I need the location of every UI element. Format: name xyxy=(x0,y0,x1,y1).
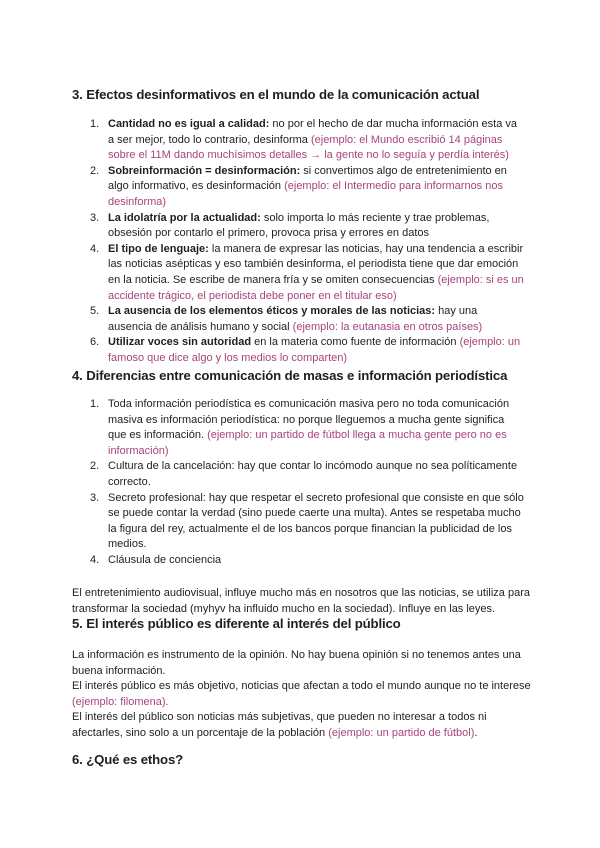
paragraph-line xyxy=(72,710,534,741)
item-example: (ejemplo: si es un accidente trágico, el periodista debe poner en el titular eso) xyxy=(108,273,524,302)
section-4-list xyxy=(90,397,524,569)
section-6-heading: 6. ¿Qué es ethos? xyxy=(72,752,184,767)
item-example: (ejemplo: un famoso que dice algo y los medios lo comparten) xyxy=(108,336,521,364)
list-item xyxy=(90,553,524,569)
item-term: El tipo de lenguaje: xyxy=(108,242,209,255)
item-example: (ejemplo: el Intermedio para informarnos nos desinforma) xyxy=(108,180,503,208)
list-item xyxy=(90,242,524,304)
section-5-body xyxy=(72,648,534,742)
line-end: . xyxy=(474,726,478,739)
item-text: no por el hecho de dar mucha información esta va a ser mejor, todo lo contrario, desinforma xyxy=(108,118,518,146)
line-example: (ejemplo: filomena). xyxy=(72,695,169,708)
item-example: (ejemplo: un partido de fútbol llega a mucha gente pero no es información) xyxy=(108,429,507,457)
list-item xyxy=(90,211,524,242)
line-text: El interés del público son noticias más subjetivas, que pueden no interesar a todos ni afectarles, sino solo a un porcentaje de la población xyxy=(72,711,487,739)
line-text: El interés público es más objetivo, noticias que afectan a todo el mundo aunque no te interese xyxy=(72,680,531,693)
list-number: 5. xyxy=(90,305,100,318)
item-term: La idolatría por la actualidad: xyxy=(108,211,261,224)
list-number: 3. xyxy=(90,491,100,504)
list-number: 3. xyxy=(90,211,100,224)
item-text: solo importa lo más reciente y trae problemas, obsesión por contarlo el primero, provoca prisa y errores en datos xyxy=(108,211,490,240)
item-term: Sobreinformación = desinformación: xyxy=(108,164,301,177)
item-text: si convertimos algo de entretenimiento en algo informativo, es desinformación xyxy=(108,164,507,193)
list-number: 1. xyxy=(90,118,100,130)
item-text: Toda información periodística es comunicación masiva pero no toda comunicación masiva es información periodística: no porque lleguemos a mucha gente significa que es información. xyxy=(108,398,510,442)
section-3-list xyxy=(90,117,524,367)
list-number: 4. xyxy=(90,242,100,255)
item-text: Cláusula de conciencia xyxy=(108,553,222,566)
item-example: (ejemplo: el Mundo escribió 14 páginas sobre el 11M dando muchísimos detalles → la gente no lo seguía y perdía interés) xyxy=(108,133,509,162)
item-example: (ejemplo: la eutanasia en otros países) xyxy=(292,320,483,333)
item-text: hay una ausencia de análisis humano y social xyxy=(108,305,478,333)
item-term: La ausencia de los elementos éticos y morales de las noticias: xyxy=(108,305,436,318)
entertainment-paragraph: El entretenimiento audiovisual, influye mucho más en nosotros que las noticias, se utiliza para transformar la sociedad (myhyv ha influido mucho en la sociedad). Influye en las leyes. xyxy=(72,587,530,615)
item-text: Secreto profesional: hay que respetar el secreto profesional que consiste en que sólo se puede contar la verdad (sino puede caerte una multa). Antes se respetaba mucho la figura del rey, actualmente el de los bancos porque financian la publicidad de los medios. xyxy=(108,491,524,551)
list-number: 6. xyxy=(90,336,100,349)
list-number: 1. xyxy=(90,398,100,410)
section-5-heading: 5. El interés público es diferente al interés del público xyxy=(72,616,401,631)
item-term: Utilizar voces sin autoridad xyxy=(108,336,252,349)
list-item xyxy=(90,397,524,459)
section-4-heading: 4. Diferencias entre comunicación de masas e información periodística xyxy=(72,368,508,383)
item-text: la manera de expresar las noticias, hay una tendencia a escribir las noticias asépticas y eso también desinforma, el periodista tiene que dar emoción en la noticia. Se escribe de manera fría y se omiten consecuencias xyxy=(108,242,524,286)
list-item xyxy=(90,335,524,366)
section-3-heading: 3. Efectos desinformativos en el mundo de la comunicación actual xyxy=(72,87,480,102)
list-item xyxy=(90,459,524,490)
paragraph-line xyxy=(72,679,534,710)
list-item xyxy=(90,304,524,335)
paragraph-line: La información es instrumento de la opinión. No hay buena opinión si no tenemos antes una buena información. xyxy=(72,649,521,677)
list-item xyxy=(90,491,524,553)
list-number: 2. xyxy=(90,164,100,177)
list-item xyxy=(90,164,524,211)
list-item xyxy=(90,117,524,164)
item-text: en la materia como fuente de información xyxy=(251,336,460,349)
list-number: 4. xyxy=(90,553,100,566)
list-number: 2. xyxy=(90,460,100,473)
item-term: Cantidad no es igual a calidad: xyxy=(108,118,270,130)
line-example: (ejemplo: un partido de fútbol) xyxy=(328,726,475,739)
item-text: Cultura de la cancelación: hay que contar lo incómodo aunque no sea políticamente correcto. xyxy=(108,460,518,488)
